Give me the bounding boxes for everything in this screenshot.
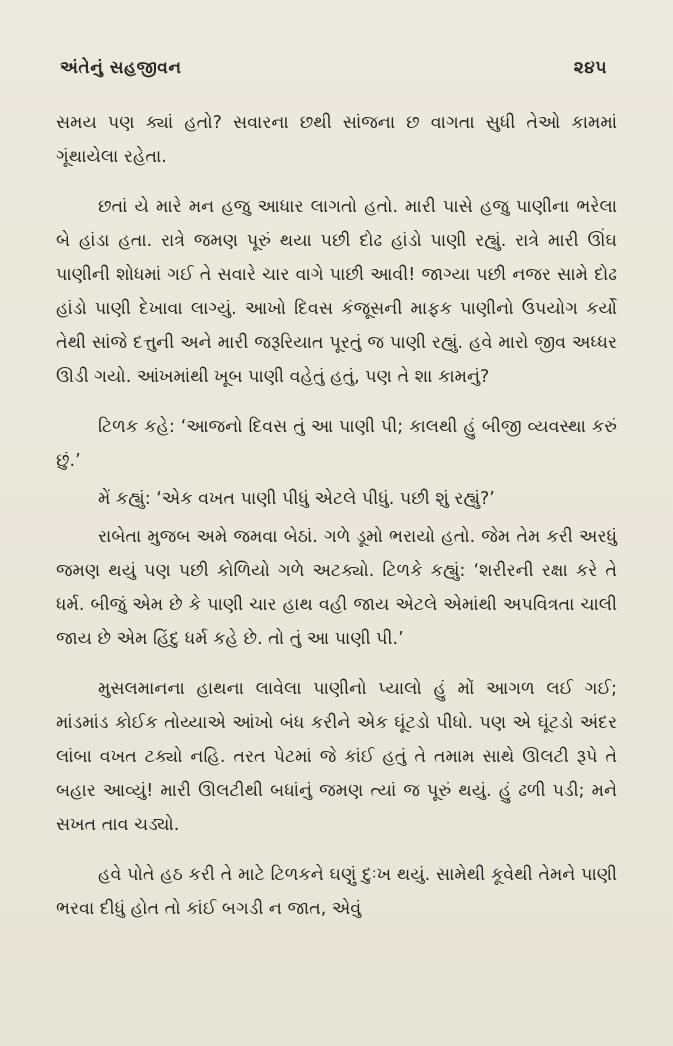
paragraph-4: મેં કહ્યું: ‘એક વખત પાણી પીધું એટલે પીધું. પછી શું રહ્યું?’ xyxy=(98,489,495,509)
body-text xyxy=(56,106,617,926)
paragraph-7: હવે પોતે હઠ કરી તે માટે ટિળકને ઘણું દુઃખ થયું. સામેથી કૂવેથી તેમને પાણી ભરવા દીધું હોત તો કાંઈ બગડી ન જાત, એવું xyxy=(56,865,617,919)
chapter-title: અંતેનું સહજીવન xyxy=(60,58,182,78)
paragraph-1: સમય પણ ક્યાં હતો? સવારના છથી સાંજના છ વાગતા સુધી તેઓ કામમાં ગૂંથાયેલા રહેતા. xyxy=(56,113,617,167)
page-number: ૨૪૫ xyxy=(573,58,607,78)
paragraph-6: મુસલમાનના હાથના લાવેલા પાણીનો પ્યાલો હું મોં આગળ લઈ ગઈ; માંડમાંડ કોઈક તોય્યાએ આંખો બંધ કરીને એક ઘૂંટડો પીધો. પણ એ ઘૂંટડો અંદર લાંબા વખત ટક્યો નહિ. તરત પેટમાં જે કાંઈ હતું તે તમામ સાથે ઊલટી રૂપે તે બહાર આવ્યું! મારી ઊલટીથી બધાંનું જમણ ત્યાં જ પૂરું થયું. હું ઢળી પડી; મને સખત તાવ ચડ્યો. xyxy=(56,679,617,835)
paragraph-2: છતાં યે મારે મન હજુ આધાર લાગતો હતો. મારી પાસે હજુ પાણીના ભરેલા બે હાંડા હતા. રાત્રે જમણ પૂરું થયા પછી દોઢ હાંડો પાણી રહ્યું. રાત્રે મારી ઊંઘ પાણીની શોધમાં ગઈ તે સવારે ચાર વાગે પાછી આવી! જાગ્યા પછી નજર સામે દોઢ હાંડો પાણી દેખાવા લાગ્યું. આખો દિવસ કંજૂસની માફક પાણીનો ઉપયોગ કર્યો તેથી સાંજે દત્તુની અને મારી જરૂરિયાત પૂરતું જ પાણી રહ્યું. હવે મારો જીવ અધ્ધર ઊડી ગયો. આંખમાંથી ખૂબ પાણી વહેતું હતું, પણ તે શા કામનું? xyxy=(56,197,617,387)
paragraph-3: ટિળક કહે: ‘આજનો દિવસ તું આ પાણી પી; કાલથી હું બીજી વ્યવસ્થા કરું છું.’ xyxy=(56,417,617,471)
paragraph-5: રાબેતા મુજબ અમે જમવા બેઠાં. ગળે ડૂમો ભરાયો હતો. જેમ તેમ કરી અરધું જમણ થયું પણ પછી કોળિયો ગળે અટક્યો. ટિળકે કહ્યું: ‘શરીરની રક્ષા કરે તે ધર્મ. બીજું એમ છે કે પાણી ચાર હાથ વહી જાય એટલે એમાંથી અપવિત્રતા ચાલી જાય છે એમ હિંદુ ધર્મ કહે છે. તો તું આ પાણી પી.’ xyxy=(56,527,617,649)
running-header xyxy=(56,58,617,78)
